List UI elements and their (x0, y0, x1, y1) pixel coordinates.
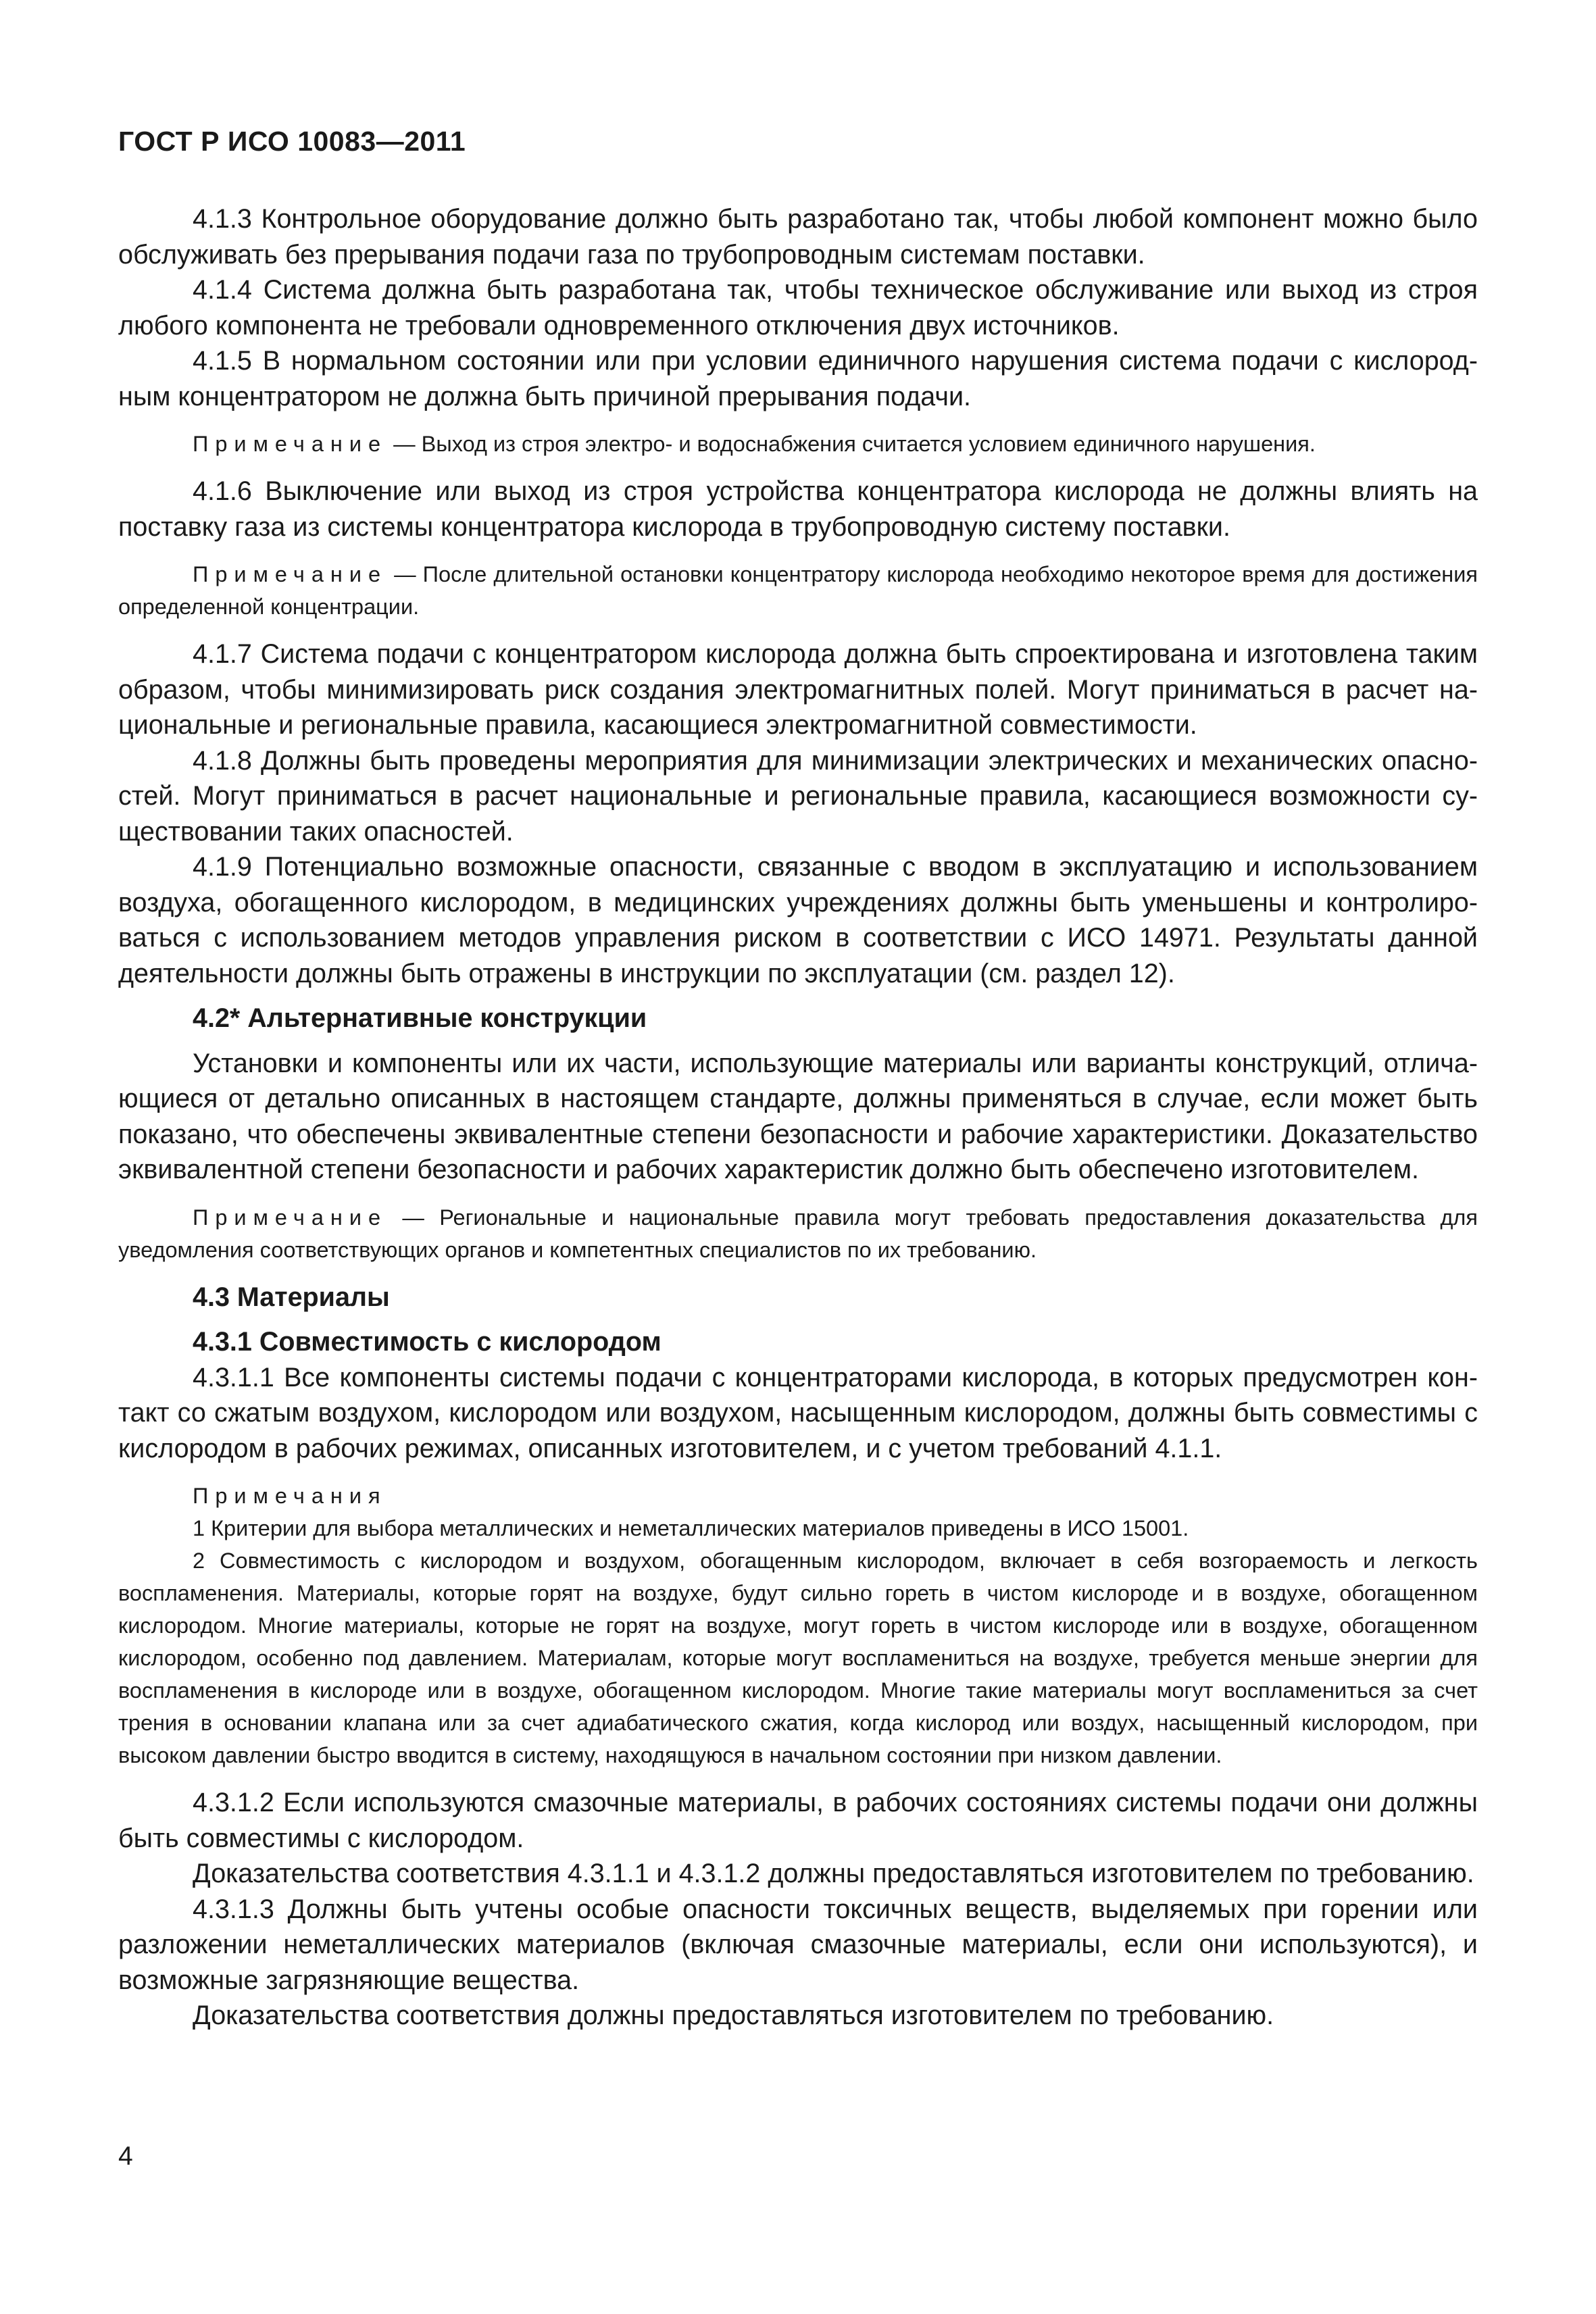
paragraph-4-1-5: 4.1.5 В нормальном состоянии или при условии единичного нарушения система подачи с кислородным концентратором не должна быть причиной прерывания подачи. (118, 346, 1478, 411)
paragraph-4-1-8: 4.1.8 Должны быть проведены мероприятия для минимизации электрических и механических опасностей. Могут приниматься в расчет национальные и региональные правила, касающиеся возможности существовании таких опасностей. (118, 745, 1478, 847)
paragraph-4-1-9: 4.1.9 Потенциально возможные опасности, связанные с вводом в эксплуатацию и использованием воздуха, обогащенного кислородом, в медицинских учреждениях должны быть уменьшены и контролироваться с использованием методов управления риском в соответствии с ИСО 14971. Результаты данной деятельности должны быть отражены в инструкции по эксплуатации (см. раздел 12). (118, 852, 1478, 988)
paragraph-4-2: Установки и компоненты или их части, использующие материалы или варианты конструкций, отличающиеся от детально описанных в настоящем стандарте, должны применяться в случае, если может быть показано, что обеспечены эквивалентные степени безопасности и рабочие характеристики. Доказательство эквивалентной степени безопасности и рабочих характеристик должно быть обеспечено изготовителем. (118, 1048, 1478, 1184)
note-label: Примечание (193, 432, 388, 456)
document-header: ГОСТ Р ИСО 10083—2011 (118, 126, 466, 157)
paragraph-4-3-1-1: 4.3.1.1 Все компоненты системы подачи с концентраторами кислорода, в которых предусмотрен контакт со сжатым воздухом, кислородом или воздухом, насыщенным кислородом, должны быть совместимы с кислородом в рабочих режимах, описанных изготовителем, и с учетом требований 4.1.1. (118, 1362, 1478, 1463)
note-text: — После длительной остановки концентратору кислорода необходимо некоторое время для достижения определенной концентрации. (118, 562, 1478, 619)
page-body (118, 201, 1478, 2034)
section-heading-4-3-1: 4.3.1 Совместимость с кислородом (193, 1327, 662, 1357)
notes-label: Примечания (193, 1484, 387, 1508)
paragraph-4-3-1-3: 4.3.1.3 Должны быть учтены особые опасности токсичных веществ, выделяемых при горении или разложении неметаллических материалов (включая смазочные материалы, если они используются), и возможные загрязняющие вещества. (118, 1894, 1478, 1995)
note-item-2: 2 Совместимость с кислородом и воздухом, обогащенным кислородом, включает в себя возгораемость и легкость воспламенения. Материалы, которые горят на воздухе, будут сильно гореть в чистом кислороде и в воздухе, обогащенном кислородом. Многие материалы, которые не горят на воздухе, могут гореть в чистом кислороде или в воздухе, обогащенном кислородом, особенно под давлением. Материалам, которые могут воспламениться на воздухе, требуется меньше энергии для воспламенения в кислороде или в воздухе, обогащенном кислородом. Многие такие материалы могут воспламениться за счет трения в основании клапана или за счет адиабатического сжатия, когда кислород или воздух, насыщенный кислородом, при высоком давлении быстро вводится в систему, находящуюся в начальном состоянии при низком давлении. (118, 1549, 1478, 1767)
note-text: — Выход из строя электро- и водоснабжения считается условием единичного нарушения. (387, 432, 1316, 456)
paragraph-4-1-4: 4.1.4 Система должна быть разработана так, чтобы техническое обслуживание или выход из строя любого компонента не требовали одновременного отключения двух источников. (118, 275, 1478, 341)
note-text: — Региональные и национальные правила могут требовать предоставления доказательства для уведомления соответствующих органов и компетентных специалистов по их требованию. (118, 1205, 1478, 1262)
paragraph-4-3-1-2-evidence: Доказательства соответствия 4.3.1.1 и 4.3.1.2 должны предоставляться изготовителем по требованию. (193, 1859, 1474, 1888)
note-label: Примечание (193, 1205, 388, 1230)
note-3 (118, 1201, 1478, 1266)
section-heading-4-2: 4.2* Альтернативные конструкции (193, 1003, 647, 1033)
paragraph-4-3-1-3-evidence: Доказательства соответствия должны предоставляться изготовителем по требованию. (193, 2001, 1274, 2030)
section-heading-4-3: 4.3 Материалы (193, 1282, 390, 1312)
note-item-1: 1 Критерии для выбора металлических и неметаллических материалов приведены в ИСО 15001. (193, 1516, 1189, 1540)
note-label: Примечание (193, 562, 388, 586)
note-2 (118, 558, 1478, 623)
paragraph-4-1-7: 4.1.7 Система подачи с концентратором кислорода должна быть спроектирована и изготовлена таким образом, чтобы минимизировать риск создания электромагнитных полей. Могут приниматься в расчет национальные и региональные правила, касающиеся электромагнитной совместимости. (118, 639, 1478, 740)
note-1 (118, 428, 1478, 460)
paragraph-4-3-1-2: 4.3.1.2 Если используются смазочные материалы, в рабочих состояниях системы подачи они должны быть совместимы с кислородом. (118, 1788, 1478, 1853)
paragraph-4-1-6: 4.1.6 Выключение или выход из строя устройства концентратора кислорода не должны влиять на поставку газа из системы концентратора кислорода в трубопроводную систему поставки. (118, 476, 1478, 542)
page-number: 4 (118, 2142, 133, 2171)
paragraph-4-1-3: 4.1.3 Контрольное оборудование должно быть разработано так, чтобы любой компонент можно было обслуживать без прерывания подачи газа по трубопроводным системам поставки. (118, 204, 1478, 270)
